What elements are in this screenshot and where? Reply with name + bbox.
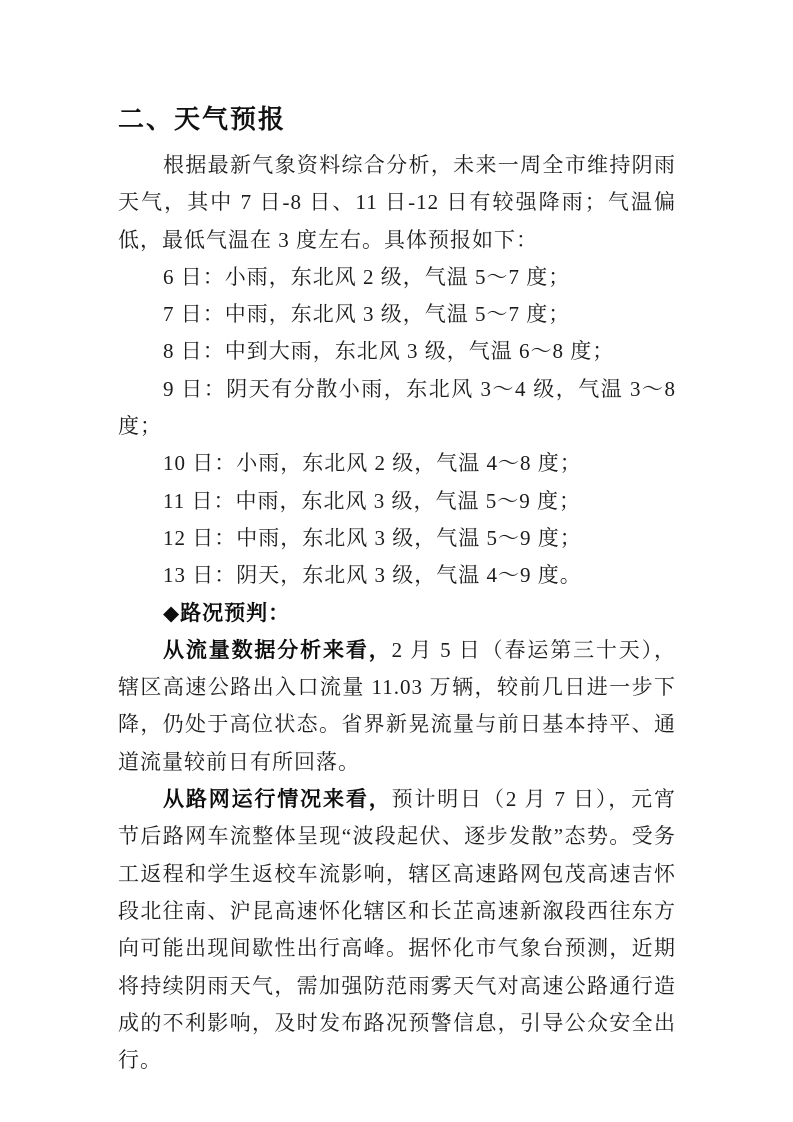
road-network-paragraph bbox=[118, 781, 676, 1079]
intro-paragraph: 根据最新气象资料综合分析，未来一周全市维持阴雨天气，其中 7 日-8 日、11 日-12 日有较强降雨；气温偏低，最低气温在 3 度左右。具体预报如下： bbox=[118, 153, 676, 252]
forecast-item-day7: 7 日：中雨，东北风 3 级，气温 5～7 度； bbox=[163, 302, 571, 327]
road-network-text: 预计明日（2 月 7 日），元宵节后路网车流整体呈现“波段起伏、逐步发散”态势。受务工返程和学生返校车流影响，辖区高速路网包茂高速吉怀段北往南、沪昆高速怀化辖区和长芷高速新溆段西往东方向可能出现间歇性出行高峰。据怀化市气象台预测，近期将持续阴雨天气，需加强防范雨雾天气对高速公路通行造成的不利影响，及时发布路况预警信息，引导公众安全出行。 bbox=[118, 787, 677, 1073]
road-condition-subheading: ◆路况预判： bbox=[163, 601, 291, 625]
forecast-item-day13: 13 日：阴天，东北风 3 级，气温 4～9 度。 bbox=[163, 563, 582, 588]
forecast-item-day9: 9 日：阴天有分散小雨，东北风 3～4 级，气温 3～8 度； bbox=[118, 376, 676, 439]
traffic-flow-lead: 从流量数据分析来看， bbox=[163, 638, 392, 662]
forecast-item-day6: 6 日：小雨，东北风 2 级，气温 5～7 度； bbox=[163, 264, 571, 289]
forecast-item-day11: 11 日：中雨，东北风 3 级，气温 5～9 度； bbox=[163, 488, 581, 513]
road-network-lead: 从路网运行情况来看， bbox=[163, 788, 392, 812]
forecast-item-day10: 10 日：小雨，东北风 2 级，气温 4～8 度； bbox=[163, 451, 582, 476]
traffic-flow-paragraph bbox=[118, 632, 676, 781]
traffic-flow-text: 2 月 5 日（春运第三十天），辖区高速公路出入口流量 11.03 万辆，较前几日进一步下降，仍处于高位状态。省界新晃流量与前日基本持平、通道流量较前日有所回落。 bbox=[118, 637, 677, 774]
section-heading: 二、天气预报 bbox=[118, 104, 287, 134]
forecast-item-day12: 12 日：中雨，东北风 3 级，气温 5～9 度； bbox=[163, 525, 582, 550]
forecast-item-day8: 8 日：中到大雨，东北风 3 级，气温 6～8 度； bbox=[163, 339, 615, 364]
